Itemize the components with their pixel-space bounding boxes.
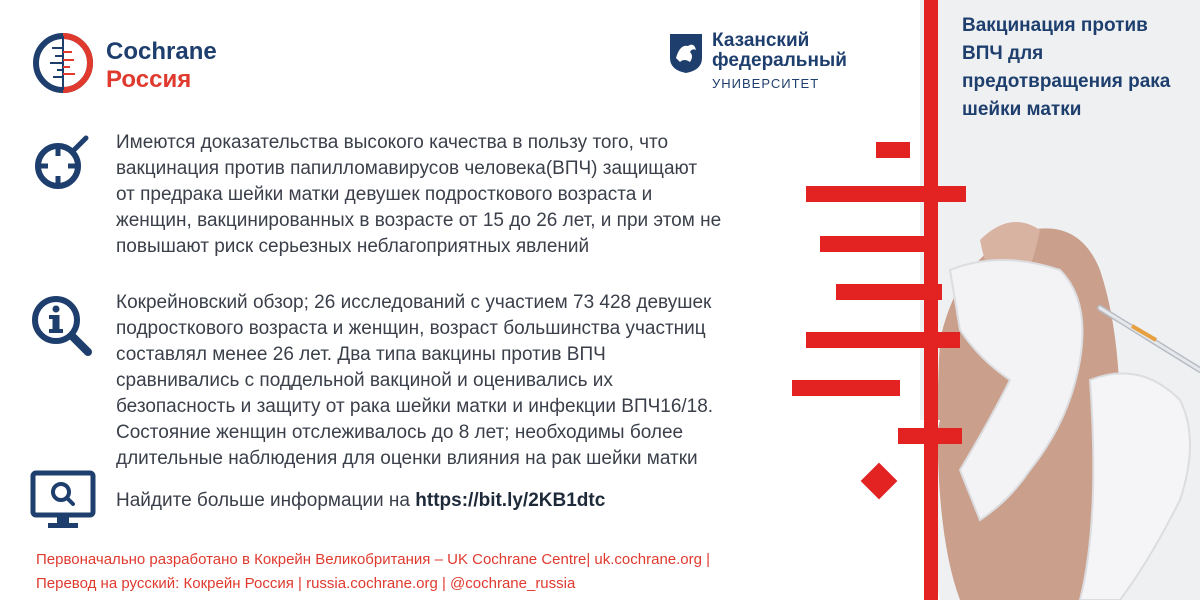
monitor-search-icon (30, 470, 96, 532)
section1-text (116, 130, 806, 260)
red-bar (792, 380, 900, 396)
credits (36, 548, 710, 596)
section2-text (116, 290, 806, 472)
section1-line: женщин, вакцинированных в возрасте от 15 до 26 лет, и при этом не (116, 210, 722, 231)
red-bar (806, 332, 960, 348)
red-bar (876, 142, 910, 158)
cochrane-emblem-icon (30, 30, 96, 96)
kfu-logo-line1: Казанский (712, 30, 810, 51)
red-bar (836, 284, 942, 300)
kfu-logo-line3: УНИВЕРСИТЕТ (712, 76, 820, 91)
section1-line: Имеются доказательства высокого качества в пользу того, что (116, 132, 669, 153)
section2-line: подросткового возраста и женщин, возраст большинства участниц (116, 318, 706, 339)
kfu-emblem-icon (668, 32, 704, 74)
poster-title: Вакцинация против ВПЧ для предотвращения рака шейки матки (962, 15, 1171, 120)
section2-line: Кокрейновский обзор; 26 исследований с участием 73 428 девушек (116, 292, 712, 313)
section1-line: повышают риск серьезных неблагоприятных явлений (116, 236, 590, 257)
more-info-link[interactable]: https://bit.ly/2KB1dtc (415, 490, 606, 511)
section2-line: безопасность и защиту от рака шейки матки и инфекции ВПЧ16/18. (116, 396, 714, 417)
section1-line: от предрака шейки матки девушек подросткового возраста и (116, 184, 653, 205)
section1-line: вакцинация против папилломавирусов человека(ВПЧ) защищают (116, 158, 698, 179)
credits-line2: Перевод на русский: Кокрейн Россия | russia.cochrane.org | @cochrane_russia (36, 575, 576, 592)
section3-text (116, 488, 806, 514)
section2-line: длительные наблюдения для оценки влияния на рак шейки матки (116, 448, 698, 469)
section1-icon (30, 132, 92, 199)
section3-icon (30, 470, 96, 537)
red-bar (806, 186, 966, 202)
target-icon (30, 132, 92, 194)
section2-icon (30, 294, 94, 363)
cochrane-logo (30, 30, 230, 100)
kfu-logo-line2: федеральный (712, 50, 847, 71)
red-vertical-line (924, 0, 938, 600)
credits-line1: Первоначально разработано в Кокрейн Великобритания – UK Cochrane Centre| uk.cochrane.org | (36, 551, 711, 568)
section2-line: Состояние женщин отслеживалось до 8 лет; необходимы более (116, 422, 684, 443)
red-bar (820, 236, 938, 252)
red-bar (898, 428, 962, 444)
kfu-logo (668, 30, 868, 100)
section2-line: составлял менее 26 лет. Два типа вакцины против ВПЧ (116, 344, 606, 365)
cochrane-logo-line1: Cochrane (106, 38, 217, 65)
more-info-label: Найдите больше информации на (116, 490, 416, 511)
section2-line: сравнивались с поддельной вакциной и оценивались их (116, 370, 613, 391)
cochrane-logo-line2: Россия (106, 66, 192, 93)
info-magnifier-icon (30, 294, 94, 358)
